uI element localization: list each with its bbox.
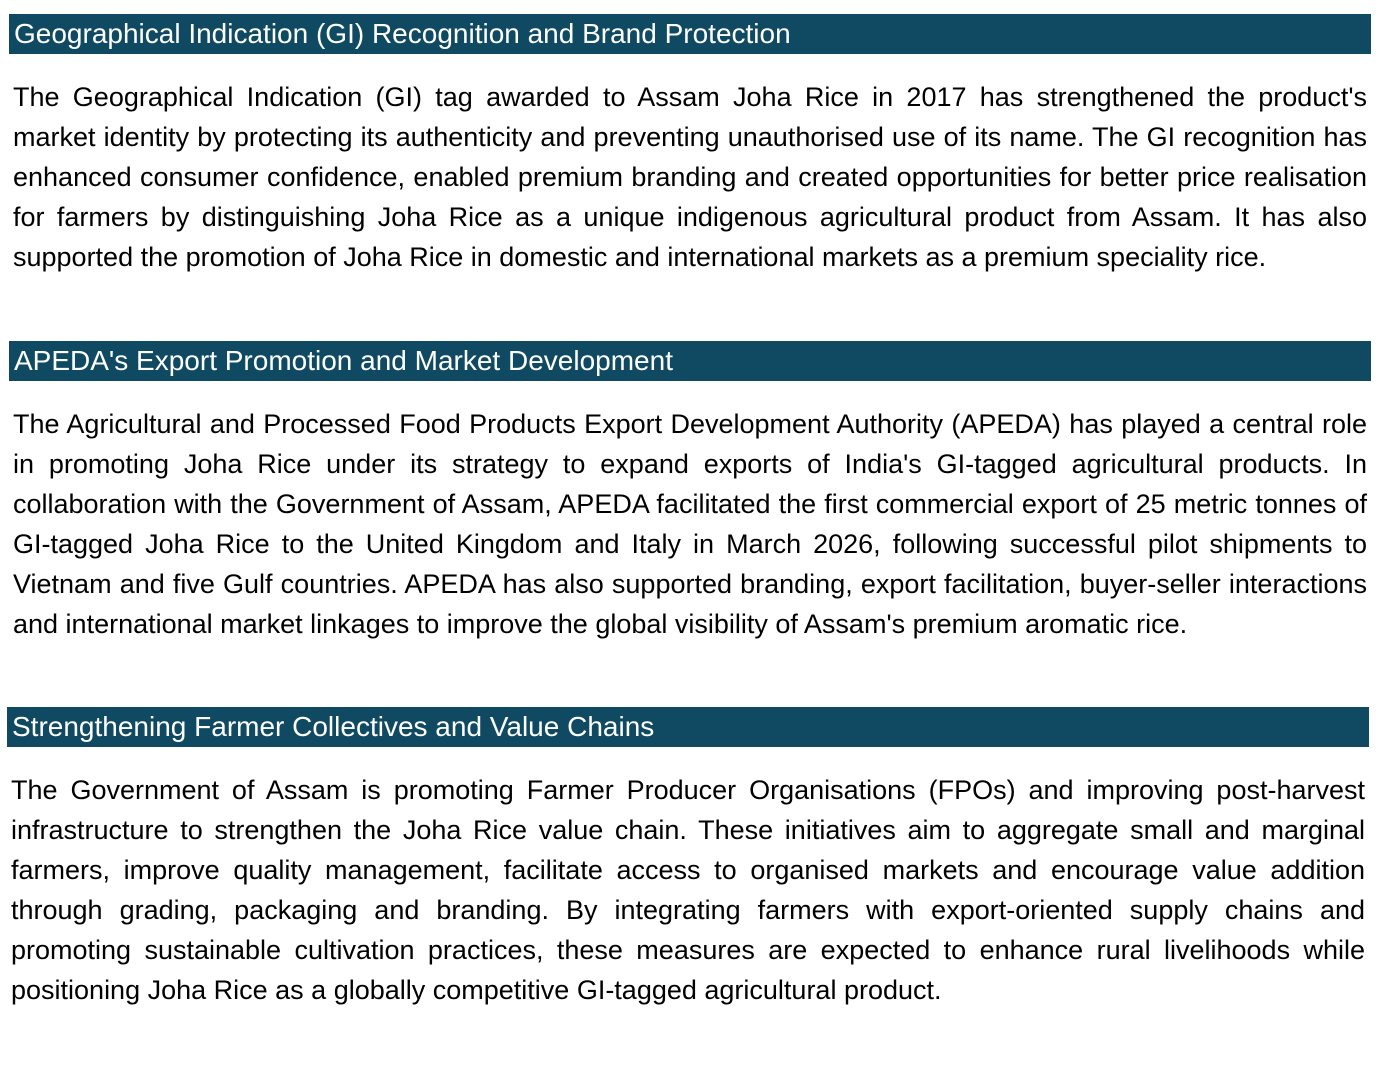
section-heading: APEDA's Export Promotion and Market Development: [9, 341, 1371, 381]
section-apeda-export: [9, 341, 1371, 644]
section-paragraph: The Geographical Indication (GI) tag awarded to Assam Joha Rice in 2017 has strengthened the product's market identity by protecting its authenticity and preventing unauthorised use of its name. The GI recognition has enhanced consumer confidence, enabled premium branding and created opportunities for better price realisation for farmers by distinguishing Joha Rice as a unique indigenous agricultural product from Assam. It has also supported the promotion of Joha Rice in domestic and international markets as a premium speciality rice.: [13, 82, 1367, 272]
section-heading: Geographical Indication (GI) Recognition and Brand Protection: [9, 14, 1371, 54]
section-paragraph: The Government of Assam is promoting Farmer Producer Organisations (FPOs) and improving post-harvest infrastructure to strengthen the Joha Rice value chain. These initiatives aim to aggregate small and marginal farmers, improve quality management, facilitate access to organised markets and encourage value addition through grading, packaging and branding. By integrating farmers with export-oriented supply chains and promoting sustainable cultivation practices, these measures are expected to enhance rural livelihoods while positioning Joha Rice as a globally competitive GI-tagged agricultural product.: [11, 775, 1365, 1005]
section-farmer-collectives: [7, 707, 1369, 1010]
section-paragraph: The Agricultural and Processed Food Products Export Development Authority (APEDA) has played a central role in promoting Joha Rice under its strategy to expand exports of India's GI-tagged agricultural products. In collaboration with the Government of Assam, APEDA facilitated the first commercial export of 25 metric tonnes of GI-tagged Joha Rice to the United Kingdom and Italy in March 2026, following successful pilot shipments to Vietnam and five Gulf countries. APEDA has also supported branding, export facilitation, buyer-seller interactions and international market linkages to improve the global visibility of Assam's premium aromatic rice.: [13, 409, 1367, 639]
section-heading: Strengthening Farmer Collectives and Value Chains: [7, 707, 1369, 747]
section-gi-recognition: [9, 14, 1371, 277]
